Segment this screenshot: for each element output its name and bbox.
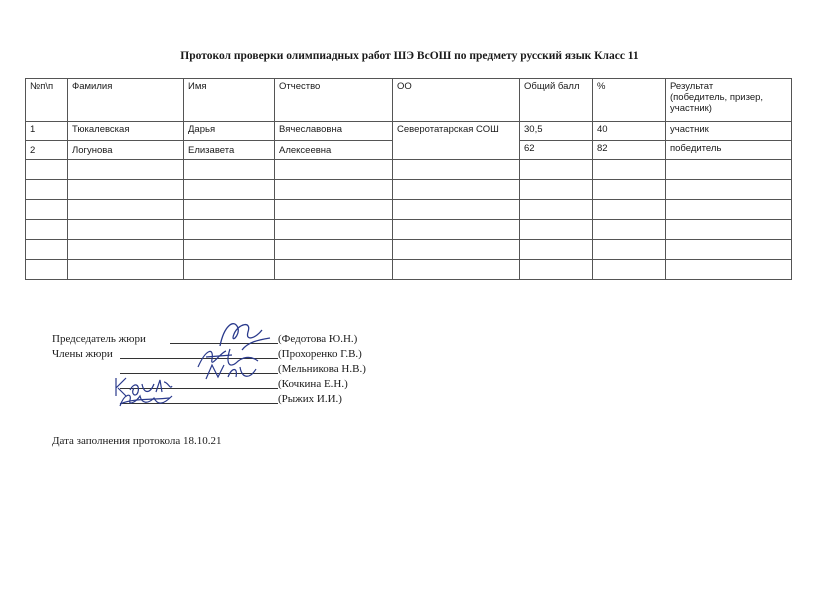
jury-signatures — [52, 332, 366, 407]
row-organization: Северотатарская СОШ — [393, 122, 520, 160]
col-header-last-name: Фамилия — [68, 79, 184, 122]
table-row-empty — [26, 260, 792, 280]
row-patronymic: Алексеевна — [275, 141, 393, 160]
jury-name: (Кочкина Е.Н.) — [278, 378, 348, 390]
col-header-organization: ОО — [393, 79, 520, 122]
row-percent: 40 — [593, 122, 666, 141]
jury-member-line — [52, 347, 362, 362]
jury-name: (Прохоренко Г.В.) — [278, 348, 362, 360]
row-result: участник — [666, 122, 792, 141]
col-header-total-score: Общий балл — [520, 79, 593, 122]
row-last-name: Логунова — [68, 141, 184, 160]
col-header-number: №п\п — [26, 79, 68, 122]
protocol-title: Протокол проверки олимпиадных работ ШЭ ВсОШ по предмету русский язык Класс 11 — [180, 50, 639, 62]
jury-members-label: Члены жюри — [52, 348, 113, 360]
row-patronymic: Вячеславовна — [275, 122, 393, 141]
jury-chair-line — [52, 332, 358, 347]
signature-melnikova — [202, 359, 262, 385]
table-row-empty — [26, 160, 792, 180]
jury-name: (Мельникова Н.В.) — [278, 363, 366, 375]
row-score: 62 — [520, 141, 593, 160]
signature-ryzhikh — [114, 388, 184, 412]
col-header-percent: % — [593, 79, 666, 122]
col-header-first-name: Имя — [184, 79, 275, 122]
protocol-table — [25, 78, 792, 280]
table-header-row — [26, 79, 792, 122]
row-first-name: Дарья — [184, 122, 275, 141]
row-percent: 82 — [593, 141, 666, 160]
table-row-empty — [26, 220, 792, 240]
table-row-empty — [26, 200, 792, 220]
protocol-date: Дата заполнения протокола 18.10.21 — [52, 435, 222, 447]
jury-chair-label: Председатель жюри — [52, 333, 146, 345]
row-number: 2 — [26, 141, 68, 160]
jury-name: (Рыжих И.И.) — [278, 393, 342, 405]
table-row — [26, 122, 792, 141]
row-last-name: Тюкалевская — [68, 122, 184, 141]
jury-name: (Федотова Ю.Н.) — [278, 333, 358, 345]
row-number: 1 — [26, 122, 68, 141]
table-row-empty — [26, 240, 792, 260]
col-header-patronymic: Отчество — [275, 79, 393, 122]
row-first-name: Елизавета — [184, 141, 275, 160]
row-score: 30,5 — [520, 122, 593, 141]
row-result: победитель — [666, 141, 792, 160]
col-header-result: Результат (победитель, призер, участник) — [666, 79, 792, 122]
table-row-empty — [26, 180, 792, 200]
